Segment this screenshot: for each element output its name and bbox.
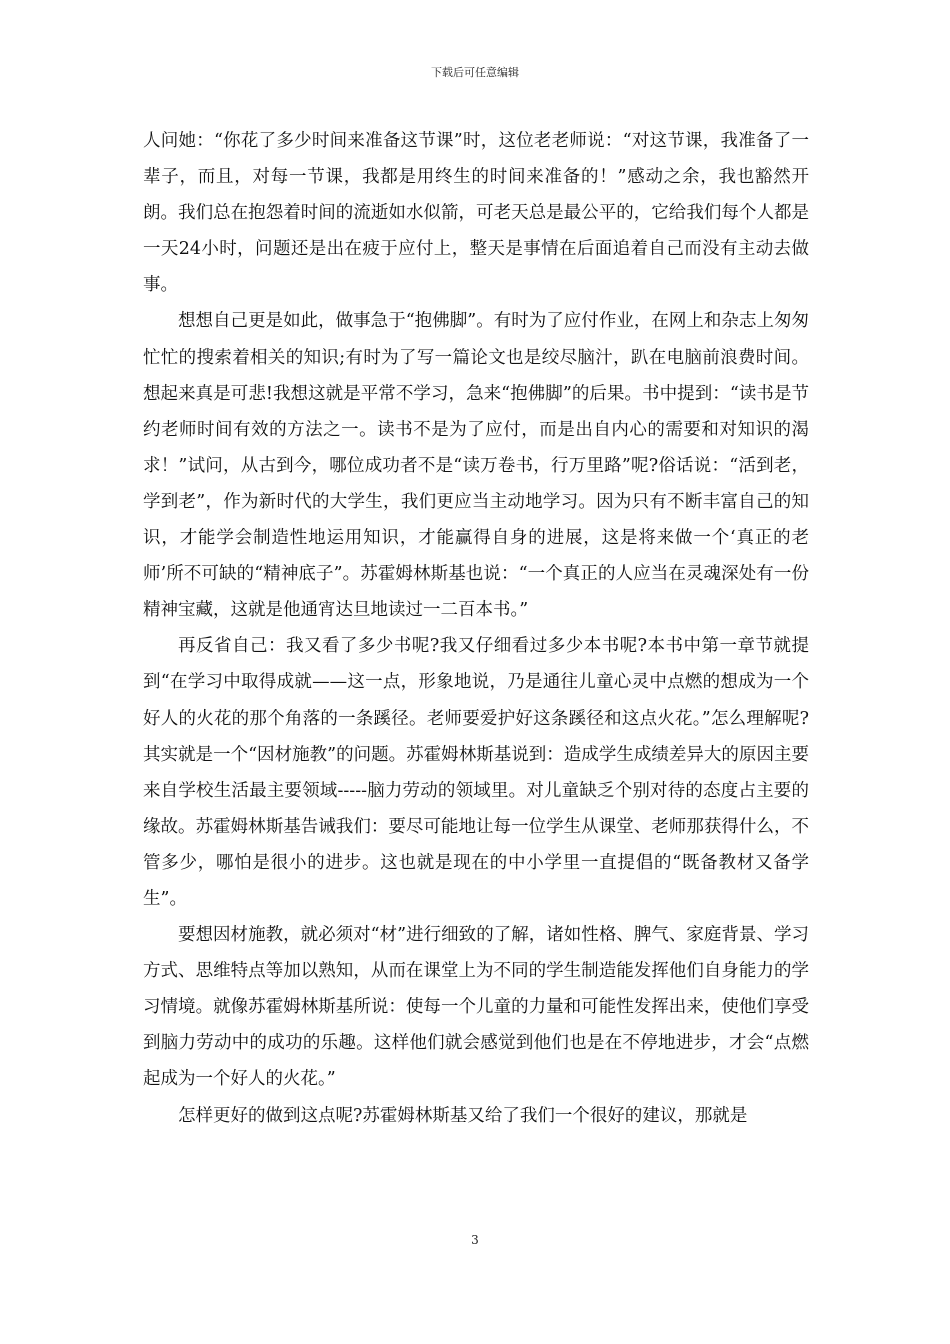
paragraph-1: 人问她：“你花了多少时间来准备这节课”时，这位老老师说：“对这节课，我准备了一辈子，而且，对每一节课，我都是用终生的时间来准备的！”感动之余，我也豁然开朗。我们总在抱怨着时间的流逝如水似箭，可老天总是最公平的，它给我们每个人都是一天24小时，问题还是出在疲于应付上，整天是事情在后面追着自己而没有主动去做事。 — [143, 131, 809, 296]
paragraph-3: 再反省自己：我又看了多少书呢?我又仔细看过多少本书呢?本书中第一章节就提到“在学习中取得成就——这一点，形象地说，乃是通往儿童心灵中点燃的想成为一个好人的火花的那个角落的一条蹊径。老师要爱护好这条蹊径和这点火花。”怎么理解呢?其实就是一个“因材施教”的问题。苏霍姆林斯基说到：造成学生成绩差异大的原因主要来自学校生活最主要领域-----脑力劳动的领域里。对儿童缺乏个别对待的态度占主要的缘故。苏霍姆林斯基告诫我们：要尽可能地让每一位学生从课堂、老师那获得什么，不管多少，哪怕是很小的进步。这也就是现在的中小学里一直提倡的“既备教材又备学生”。 — [143, 636, 809, 909]
document-body — [143, 123, 809, 1134]
paragraph-2: 想想自己更是如此，做事急于“抱佛脚”。有时为了应付作业，在网上和杂志上匆匆忙忙的搜索着相关的知识;有时为了写一篇论文也是绞尽脑汁，趴在电脑前浪费时间。想起来真是可悲!我想这就是平常不学习，急来“抱佛脚”的后果。书中提到：“读书是节约老师时间有效的方法之一。读书不是为了应付，而是出自内心的需要和对知识的渴求！”试问，从古到今，哪位成功者不是“读万卷书，行万里路”呢?俗话说：“活到老，学到老”，作为新时代的大学生，我们更应当主动地学习。因为只有不断丰富自己的知识，才能学会制造性地运用知识，才能赢得自身的进展，这是将来做一个‘真正的老师’所不可缺的“精神底子”。苏霍姆林斯基也说：“一个真正的人应当在灵魂深处有一份精神宝藏，这就是他通宵达旦地读过一二百本书。” — [143, 311, 809, 621]
paragraph-4: 要想因材施教，就必须对“材”进行细致的了解，诸如性格、脾气、家庭背景、学习方式、思维特点等加以熟知，从而在课堂上为不同的学生制造能发挥他们自身能力的学习情境。就像苏霍姆林斯基所说：使每一个儿童的力量和可能性发挥出来，使他们享受到脑力劳动中的成功的乐趣。这样他们就会感觉到他们也是在不停地进步，才会“点燃起成为一个好人的火花。” — [143, 925, 809, 1090]
paragraph-5: 怎样更好的做到这点呢?苏霍姆林斯基又给了我们一个很好的建议，那就是 — [178, 1105, 748, 1126]
page-header: 下载后可任意编辑 — [431, 66, 519, 79]
page-number: 3 — [471, 1233, 479, 1247]
